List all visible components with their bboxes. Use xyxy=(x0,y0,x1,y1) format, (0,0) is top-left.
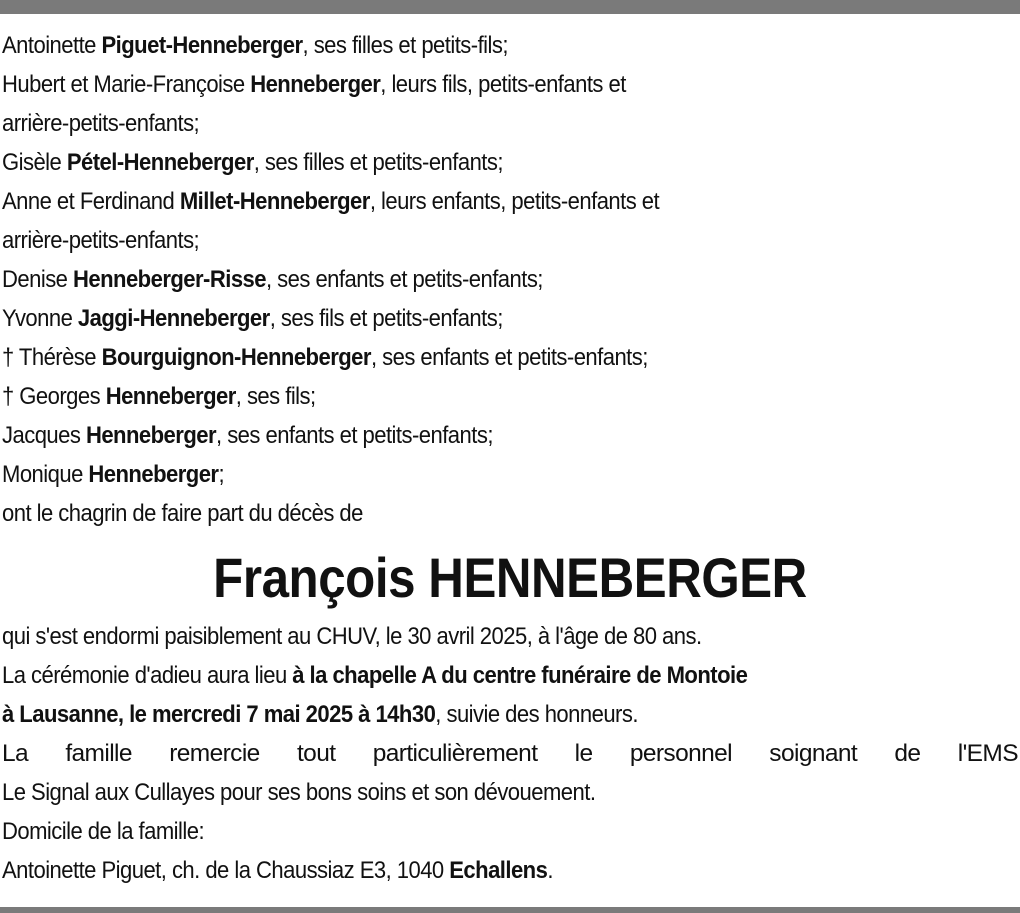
family-line-text: Anne et Ferdinand xyxy=(2,188,180,215)
family-line-suffix: , ses enfants et petits-enfants; xyxy=(370,344,648,371)
thanks-word: remercie xyxy=(169,740,260,767)
family-line xyxy=(2,26,915,65)
family-line-suffix: , leurs fils, petits-enfants et xyxy=(380,71,626,98)
family-line xyxy=(2,416,915,455)
thanks-word: le xyxy=(574,740,593,767)
family-line-text: Yvonne xyxy=(2,305,78,332)
family-surname: Piguet-Henneberger xyxy=(101,32,303,59)
family-line-text: † Georges xyxy=(2,383,106,410)
address-text: Antoinette Piguet, ch. de la Chaussiaz E3, 1040 xyxy=(2,857,450,884)
family-line xyxy=(2,221,915,260)
ceremony-place: à la chapelle A du centre funéraire de Montoie xyxy=(292,662,748,689)
family-line-suffix: , ses enfants et petits-enfants; xyxy=(216,422,493,449)
address-end: . xyxy=(547,857,553,884)
thanks-word: La xyxy=(2,740,29,767)
family-line-suffix: ; xyxy=(218,461,225,488)
family-line-text: Jacques xyxy=(2,422,86,449)
family-address xyxy=(2,851,915,890)
family-line xyxy=(2,143,915,182)
thanks-word: tout xyxy=(296,740,336,767)
passing-line: qui s'est endormi paisiblement au CHUV, le 30 avril 2025, à l'âge de 80 ans. xyxy=(2,623,702,650)
ceremony-intro: La cérémonie d'adieu aura lieu xyxy=(2,662,293,689)
thanks-word: personnel xyxy=(629,740,733,767)
family-address-label: Domicile de la famille: xyxy=(2,818,205,845)
family-surname: Henneberger xyxy=(88,461,219,488)
thanks-word: famille xyxy=(65,740,132,767)
family-line xyxy=(2,455,915,494)
family-line xyxy=(2,65,915,104)
family-line-text: Hubert et Marie-Françoise xyxy=(2,71,251,98)
family-line-text: arrière-petits-enfants; xyxy=(2,110,200,137)
family-line-text: Gisèle xyxy=(2,149,67,176)
family-line-text: Denise xyxy=(2,266,73,293)
family-line-text: Monique xyxy=(2,461,89,488)
family-line xyxy=(2,338,915,377)
family-surname: Pétel-Henneberger xyxy=(66,149,254,176)
deceased-name: François HENNEBERGER xyxy=(213,546,807,609)
family-line-suffix: , ses fils et petits-enfants; xyxy=(269,305,503,332)
bottom-rule xyxy=(0,907,1020,913)
family-line-text: Antoinette xyxy=(2,32,102,59)
ceremony-line-2 xyxy=(2,695,915,734)
thanks-word: particulièrement xyxy=(372,740,538,767)
ceremony-honours: , suivie des honneurs. xyxy=(435,701,638,728)
family-line xyxy=(2,494,915,533)
family-line xyxy=(2,182,915,221)
family-line-text: † Thérèse xyxy=(2,344,102,371)
family-line xyxy=(2,377,915,416)
thanks-word: de xyxy=(894,740,921,767)
family-line-text: arrière-petits-enfants; xyxy=(2,227,200,254)
family-surname: Henneberger xyxy=(250,71,381,98)
thanks-line-2: Le Signal aux Cullayes pour ses bons soins et son dévouement. xyxy=(2,779,596,806)
thanks-line-1 xyxy=(2,734,1018,773)
family-line xyxy=(2,299,915,338)
top-rule xyxy=(0,0,1020,14)
family-surname: Henneberger xyxy=(105,383,236,410)
thanks-word: l'EMS xyxy=(957,740,1018,767)
family-surname: Henneberger xyxy=(85,422,217,449)
address-town: Echallens xyxy=(449,857,548,884)
obituary-notice xyxy=(2,26,1016,890)
family-line-text: ont le chagrin de faire part du décès de xyxy=(2,500,363,527)
ceremony-date: à Lausanne, le mercredi 7 mai 2025 à 14h30 xyxy=(2,701,436,728)
family-surname: Millet-Henneberger xyxy=(179,188,370,215)
family-line-suffix: , leurs enfants, petits-enfants et xyxy=(369,188,660,215)
family-line-suffix: , ses fils; xyxy=(235,383,316,410)
family-surname: Jaggi-Henneberger xyxy=(77,305,270,332)
ceremony-line-1 xyxy=(2,656,915,695)
family-line-suffix: , ses enfants et petits-enfants; xyxy=(266,266,543,293)
family-line-suffix: , ses filles et petits-fils; xyxy=(302,32,508,59)
family-line xyxy=(2,104,915,143)
family-line-suffix: , ses filles et petits-enfants; xyxy=(253,149,503,176)
family-line xyxy=(2,260,915,299)
thanks-word: soignant xyxy=(769,740,858,767)
family-surname: Bourguignon-Henneberger xyxy=(101,344,371,371)
family-list xyxy=(2,26,1016,533)
family-surname: Henneberger-Risse xyxy=(72,266,267,293)
